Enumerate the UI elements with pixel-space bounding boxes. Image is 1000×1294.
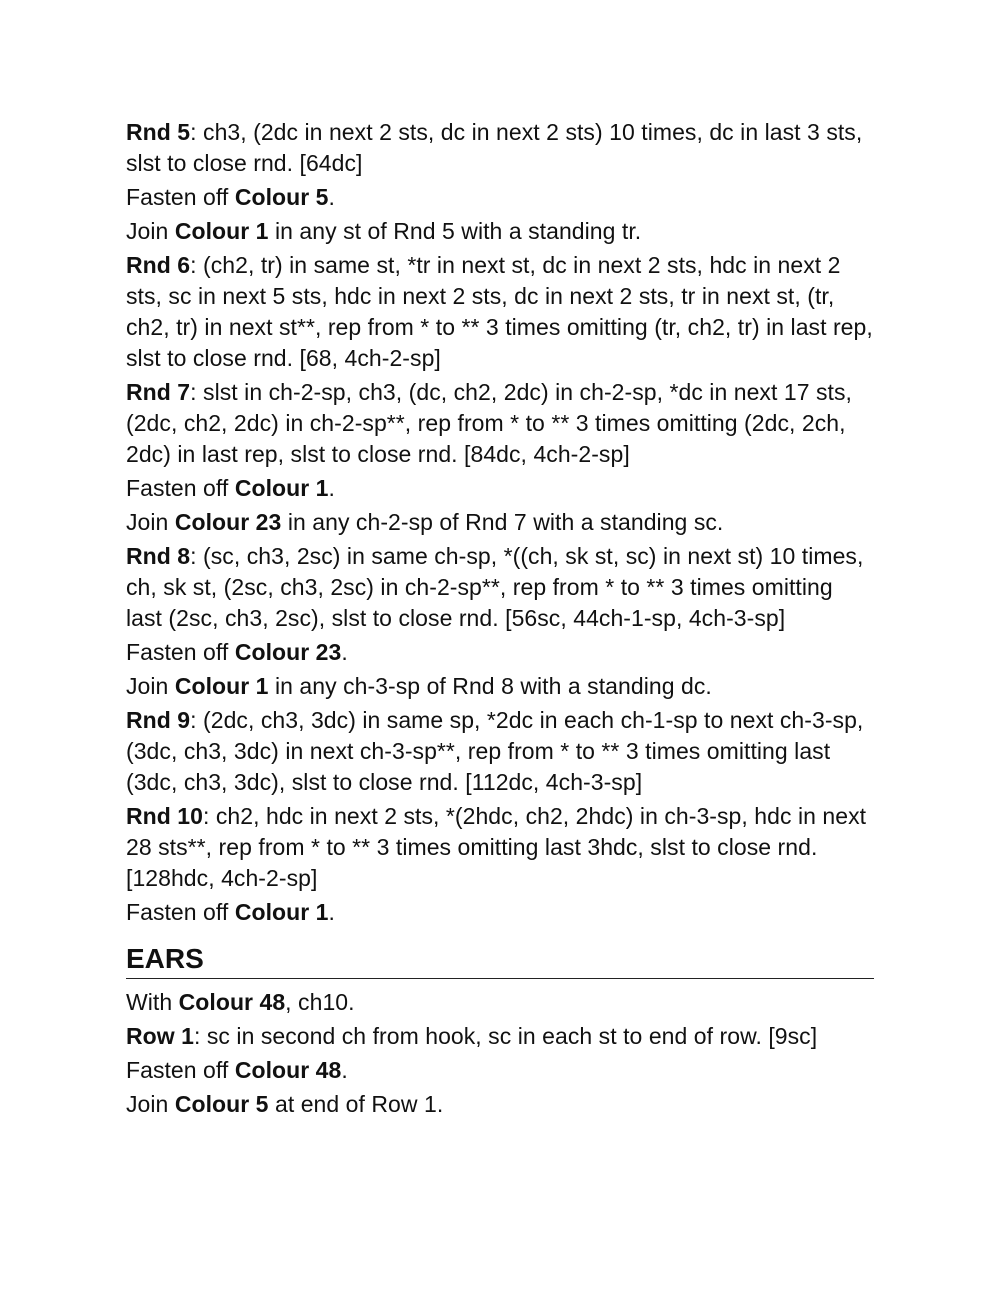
text-run: : ch2, hdc in next 2 sts, *(2hdc, ch2, 2hdc) in ch-3-sp, hdc in next 28 sts**, rep from * to ** 3 times omitting last 3hdc, slst to close rnd. [128hdc, 4ch-2-sp] [126, 803, 867, 891]
text-run: in any st of Rnd 5 with a standing tr. [268, 218, 642, 244]
text-run: Fasten off [126, 899, 235, 925]
text-run: With [126, 989, 179, 1015]
text-run: : (2dc, ch3, 3dc) in same sp, *2dc in each ch-1-sp to next ch-3-sp, (3dc, ch3, 3dc) in next ch-3-sp**, rep from * to ** 3 times omitting last (3dc, ch3, 3dc), slst to close rnd. [112dc, 4ch-3-sp] [126, 707, 864, 795]
text-run: : ch3, (2dc in next 2 sts, dc in next 2 sts) 10 times, dc in last 3 sts, slst to close rnd. [64dc] [126, 119, 863, 176]
bold-term: Rnd 6 [126, 252, 191, 278]
instruction-paragraph [126, 541, 874, 634]
bold-term: Rnd 7 [126, 379, 191, 405]
instruction-paragraph [126, 216, 874, 247]
text-run: Join [126, 509, 175, 535]
text-run: . [341, 1057, 348, 1083]
instruction-paragraph [126, 1089, 874, 1120]
text-run: : (ch2, tr) in same st, *tr in next st, dc in next 2 sts, hdc in next 2 sts, sc in next 5 sts, hdc in next 2 sts, dc in next 2 sts, tr in next st, (tr, ch2, tr) in next st**, rep from * to ** 3 times omitting (tr, ch2, tr) in last rep, slst to close rnd. [68, 4ch-2-sp] [126, 252, 873, 371]
instruction-paragraph [126, 1055, 874, 1086]
bold-term: Colour 23 [234, 639, 342, 665]
bold-term: Row 1 [126, 1023, 194, 1049]
bold-term: Rnd 10 [126, 803, 203, 829]
bold-term: Colour 48 [234, 1057, 342, 1083]
text-run: in any ch-2-sp of Rnd 7 with a standing sc. [281, 509, 724, 535]
instruction-paragraph [126, 987, 874, 1018]
bold-term: Colour 1 [234, 899, 329, 925]
bold-term: Colour 5 [234, 184, 329, 210]
text-run: Join [126, 673, 175, 699]
section-heading: EARS [126, 942, 874, 979]
instruction-paragraph [126, 507, 874, 538]
text-run: Fasten off [126, 1057, 235, 1083]
text-run: . [328, 475, 335, 501]
instruction-paragraph [126, 1021, 874, 1052]
text-run: : (sc, ch3, 2sc) in same ch-sp, *((ch, sk st, sc) in next st) 10 times, ch, sk st, (2sc, ch3, 2sc) in ch-2-sp**, rep from * to ** 3 times omitting last (2sc, ch3, 2sc), slst to close rnd. [56sc, 44ch-1-sp, 4ch-3-sp] [126, 543, 864, 631]
instruction-paragraph [126, 250, 874, 374]
bold-term: Rnd 9 [126, 707, 191, 733]
instruction-paragraph [126, 671, 874, 702]
instruction-paragraph [126, 801, 874, 894]
text-run: Fasten off [126, 184, 235, 210]
text-run: Fasten off [126, 475, 235, 501]
instruction-paragraph [126, 182, 874, 213]
bold-term: Colour 5 [174, 1091, 269, 1117]
bold-term: Rnd 8 [126, 543, 191, 569]
text-run: Fasten off [126, 639, 235, 665]
text-run: , ch10. [285, 989, 355, 1015]
text-run: . [328, 899, 335, 925]
text-run: . [328, 184, 335, 210]
bold-term: Colour 48 [178, 989, 286, 1015]
instruction-paragraph [126, 637, 874, 668]
text-run: Join [126, 218, 175, 244]
instruction-paragraph [126, 377, 874, 470]
bold-term: Rnd 5 [126, 119, 191, 145]
bold-term: Colour 1 [174, 218, 269, 244]
bold-term: Colour 23 [174, 509, 282, 535]
bold-term: Colour 1 [174, 673, 269, 699]
text-run: . [341, 639, 348, 665]
instruction-paragraph [126, 897, 874, 928]
bold-term: Colour 1 [234, 475, 329, 501]
instruction-paragraph [126, 705, 874, 798]
pattern-page [126, 117, 874, 1123]
text-run: : sc in second ch from hook, sc in each st to end of row. [9sc] [193, 1023, 818, 1049]
instruction-paragraph [126, 473, 874, 504]
instruction-paragraph [126, 117, 874, 179]
text-run: Join [126, 1091, 175, 1117]
text-run: at end of Row 1. [268, 1091, 444, 1117]
text-run: : slst in ch-2-sp, ch3, (dc, ch2, 2dc) in ch-2-sp, *dc in next 17 sts, (2dc, ch2, 2dc) in ch-2-sp**, rep from * to ** 3 times omitting (2dc, 2ch, 2dc) in last rep, slst to close rnd. [84dc, 4ch-2-sp] [126, 379, 852, 467]
text-run: in any ch-3-sp of Rnd 8 with a standing dc. [268, 673, 712, 699]
